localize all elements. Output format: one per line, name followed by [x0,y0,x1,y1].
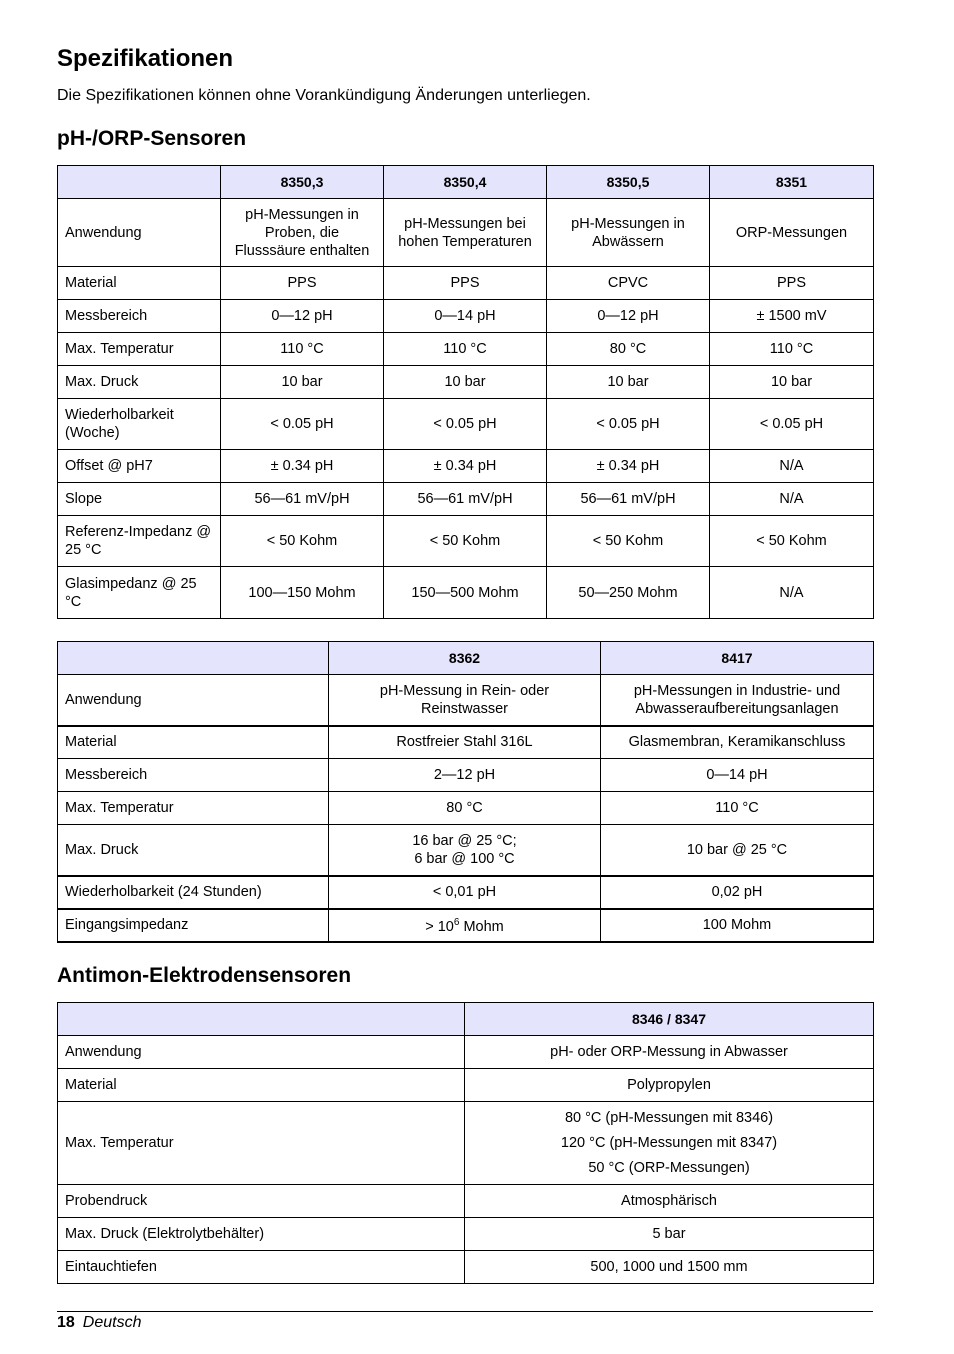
table-header-row [58,166,874,199]
table-cell: 10 bar @ 25 °C [601,825,874,876]
section-heading-ph-orp: pH-/ORP-Sensoren [57,127,247,150]
table-row [58,1102,874,1185]
table-cell: 110 °C [221,333,384,366]
row-label: Max. Druck [58,366,221,399]
table-cell: pH-Messungen in Abwässern [547,199,710,267]
cell-line: 50 °C (ORP-Messungen) [588,1159,750,1176]
row-label: Max. Temperatur [58,1102,465,1185]
table-row [58,199,874,267]
row-label: Material [58,726,329,759]
table-row [58,483,874,516]
table-header-row [58,1003,874,1036]
table-cell: 110 °C [710,333,874,366]
header-cell: 8417 [601,642,874,675]
header-cell: 8350,4 [384,166,547,199]
table-cell: PPS [710,267,874,300]
table-cell: N/A [710,483,874,516]
row-label: Anwendung [58,199,221,267]
intro-text: Die Spezifikationen können ohne Vorankündigung Änderungen unterliegen. [57,87,591,104]
header-cell: 8346 / 8347 [465,1003,874,1036]
table-cell: ± 0.34 pH [384,450,547,483]
table-cell: 0,02 pH [601,876,874,909]
row-label: Offset @ pH7 [58,450,221,483]
section-heading-antimon: Antimon-Elektrodensensoren [57,964,352,987]
table-row [58,300,874,333]
table-cell: ± 1500 mV [710,300,874,333]
row-label: Max. Temperatur [58,792,329,825]
table-cell [465,1102,874,1185]
table-cell: < 50 Kohm [547,516,710,567]
row-label: Max. Druck [58,825,329,876]
table-cell: Rostfreier Stahl 316L [329,726,601,759]
table-cell: 56—61 mV/pH [547,483,710,516]
ph-orp-spec-table-1 [57,165,874,619]
table-row [58,1251,874,1284]
table-cell: < 0.05 pH [384,399,547,450]
row-label: Wiederholbarkeit (Woche) [58,399,221,450]
table-row [58,792,874,825]
page-title: Spezifikationen [57,45,234,72]
row-label: Anwendung [58,675,329,726]
row-label: Eintauchtiefen [58,1251,465,1284]
table-cell: < 0.05 pH [547,399,710,450]
table-cell: Polypropylen [465,1069,874,1102]
table-cell: 10 bar [710,366,874,399]
table-cell [329,825,601,876]
header-cell: 8362 [329,642,601,675]
page-footer [57,1313,142,1333]
table-cell: 100 Mohm [601,909,874,942]
table-cell: 10 bar [221,366,384,399]
table-cell: 0—12 pH [547,300,710,333]
table-cell: 80 °C [547,333,710,366]
row-label: Slope [58,483,221,516]
table-cell: Glasmembran, Keramikanschluss [601,726,874,759]
table-row [58,516,874,567]
table-row [58,759,874,792]
table-row [58,333,874,366]
row-label: Probendruck [58,1185,465,1218]
table-row [58,399,874,450]
table-cell: 110 °C [384,333,547,366]
table-cell: ± 0.34 pH [221,450,384,483]
row-label: Max. Temperatur [58,333,221,366]
table-cell: pH-Messungen in Proben, die Flusssäure enthalten [221,199,384,267]
antimon-spec-table [57,1002,874,1284]
table-row [58,1069,874,1102]
table-cell: 0—14 pH [384,300,547,333]
table-cell [329,909,601,942]
header-cell [58,642,329,675]
table-cell: 10 bar [384,366,547,399]
cell-line: 16 bar @ 25 °C; [412,832,517,849]
table-row [58,267,874,300]
row-label: Material [58,267,221,300]
table-cell: 80 °C [329,792,601,825]
row-label: Messbereich [58,300,221,333]
table-row [58,1218,874,1251]
table-header-row [58,642,874,675]
table-cell: < 0.05 pH [710,399,874,450]
footer-divider [57,1311,873,1312]
table-cell: N/A [710,567,874,619]
table-cell: PPS [384,267,547,300]
table-row [58,450,874,483]
table-row [58,1036,874,1069]
row-label: Glasimpedanz @ 25 °C [58,567,221,619]
table-cell: 10 bar [547,366,710,399]
table-cell: ORP-Messungen [710,199,874,267]
table-cell: pH-Messungen in Industrie- und Abwasseraufbereitungsanlagen [601,675,874,726]
table-cell: 110 °C [601,792,874,825]
table-cell: pH- oder ORP-Messung in Abwasser [465,1036,874,1069]
table-row [58,825,874,876]
table-cell: 500, 1000 und 1500 mm [465,1251,874,1284]
table-cell: 56—61 mV/pH [384,483,547,516]
table-cell: N/A [710,450,874,483]
row-label: Material [58,1069,465,1102]
table-cell: < 50 Kohm [221,516,384,567]
table-cell: < 0,01 pH [329,876,601,909]
cell-superscript: 6 [453,917,460,929]
row-label: Messbereich [58,759,329,792]
header-cell: 8351 [710,166,874,199]
table-cell: < 50 Kohm [384,516,547,567]
cell-line: 6 bar @ 100 °C [414,850,515,867]
row-label: Max. Druck (Elektrolytbehälter) [58,1218,465,1251]
table-cell: pH-Messung in Rein- oder Reinstwasser [329,675,601,726]
page-number: 18 [57,1314,75,1331]
table-cell: 50—250 Mohm [547,567,710,619]
table-cell: CPVC [547,267,710,300]
table-cell: 100—150 Mohm [221,567,384,619]
table-row [58,567,874,619]
table-cell: 0—14 pH [601,759,874,792]
table-row [58,909,874,942]
row-label: Anwendung [58,1036,465,1069]
table-cell: pH-Messungen bei hohen Temperaturen [384,199,547,267]
cell-line: 80 °C (pH-Messungen mit 8346) [564,1109,774,1126]
header-cell [58,1003,465,1036]
cell-text: Mohm [459,918,504,935]
table-row [58,726,874,759]
table-row [58,1185,874,1218]
header-cell: 8350,3 [221,166,384,199]
ph-orp-spec-table-2 [57,641,874,943]
row-label: Referenz-Impedanz @ 25 °C [58,516,221,567]
row-label: Wiederholbarkeit (24 Stunden) [58,876,329,909]
header-cell [58,166,221,199]
header-cell: 8350,5 [547,166,710,199]
table-cell: 0—12 pH [221,300,384,333]
table-cell: 56—61 mV/pH [221,483,384,516]
table-row [58,876,874,909]
table-cell: < 0.05 pH [221,399,384,450]
table-cell: ± 0.34 pH [547,450,710,483]
cell-text: > 10 [425,918,454,935]
footer-language: Deutsch [82,1314,142,1331]
row-label: Eingangsimpedanz [58,909,329,942]
table-cell: 5 bar [465,1218,874,1251]
table-cell: < 50 Kohm [710,516,874,567]
cell-line: 120 °C (pH-Messungen mit 8347) [560,1134,778,1151]
table-cell: 150—500 Mohm [384,567,547,619]
table-cell: Atmosphärisch [465,1185,874,1218]
table-row [58,675,874,726]
table-cell: 2—12 pH [329,759,601,792]
table-row [58,366,874,399]
table-cell: PPS [221,267,384,300]
